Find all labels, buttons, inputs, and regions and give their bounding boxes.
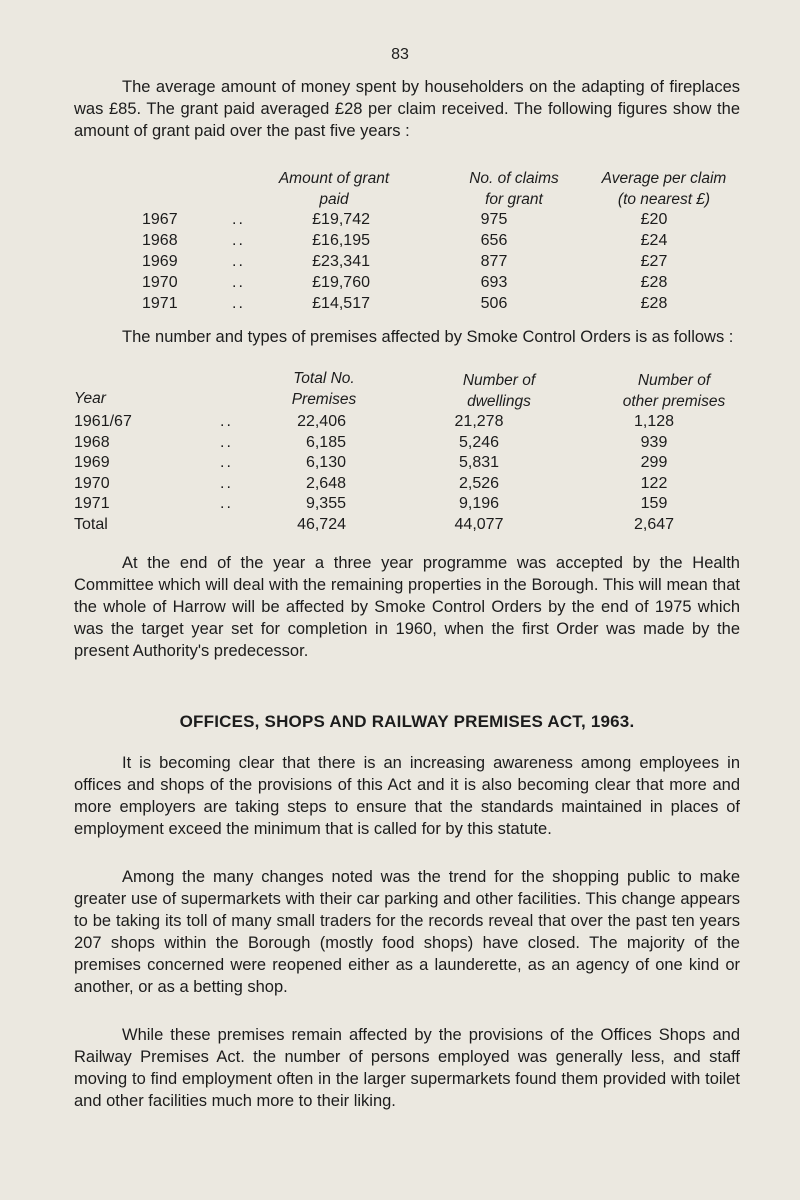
premises-other-header bbox=[589, 370, 759, 412]
grant-amount-cell: £19,760 bbox=[312, 274, 370, 291]
premises-dwellings-cell: 9,196 bbox=[458, 495, 500, 512]
premises-total-cell: 22,406 bbox=[297, 413, 346, 430]
grant-average-cell: £24 bbox=[640, 232, 668, 249]
section-heading: OFFICES, SHOPS AND RAILWAY PREMISES ACT, 1963. bbox=[179, 712, 635, 731]
leader-dots: .. bbox=[232, 253, 245, 270]
grant-year-cell: 1967 bbox=[142, 211, 178, 228]
premises-dwellings-cell: 2,526 bbox=[458, 474, 500, 492]
header-line: Number of bbox=[462, 372, 536, 389]
premises-other-cell: 122 bbox=[640, 474, 668, 492]
leader-dots: .. bbox=[232, 295, 245, 312]
premises-total-cell: 6,185 bbox=[305, 433, 346, 451]
leader-dots: .. bbox=[220, 413, 233, 430]
grant-amount-cell: £19,742 bbox=[312, 211, 370, 228]
premises-other-cell: 2,647 bbox=[633, 515, 675, 533]
header-line: paid bbox=[319, 191, 349, 208]
grant-year-cell: 1969 bbox=[142, 253, 178, 270]
header-line: (to nearest £) bbox=[617, 191, 711, 208]
paragraph-awareness: It is becoming clear that there is an increasing awareness among employees in offices and shops of the provisions of this Act and it is also becoming clear that more and more employers are taking steps to ensure that the standards maintained in places of employment exceed the minimum that is called for by this statute. bbox=[74, 754, 740, 838]
premises-other-cell: 159 bbox=[640, 495, 668, 512]
leader-dots: .. bbox=[220, 495, 233, 512]
premises-total-header bbox=[254, 368, 394, 410]
grant-year-cell: 1971 bbox=[142, 295, 178, 312]
grant-year-cell: 1970 bbox=[142, 274, 178, 291]
premises-year-cell: 1969 bbox=[74, 454, 110, 471]
premises-dwellings-cell: 21,278 bbox=[454, 413, 504, 430]
premises-total-cell: 46,724 bbox=[297, 515, 346, 533]
header-line: Number of bbox=[637, 372, 711, 389]
grant-average-header bbox=[569, 168, 759, 210]
paragraph-supermarkets: Among the many changes noted was the trend for the shopping public to make greater use of supermarkets with their car parking and other facilities. This change appears to be taking its toll of many small traders for the records reveal that over the past ten years 207 shops within the Borough (mostly food shops) have closed. The majority of the premises concerned were reopened either as a launderette, as an agency of one kind or another, or as a betting shop. bbox=[74, 868, 740, 996]
grant-year-cell: 1968 bbox=[142, 232, 178, 249]
paragraph-premises-affected: While these premises remain affected by the provisions of the Offices Shops and Railway Premises Act. the number of persons employed was generally less, and staff moving to find employment often in the larger supermarkets found them provided with toilet and other facilities much more to their liking. bbox=[74, 1026, 740, 1110]
grant-claims-cell: 656 bbox=[480, 232, 508, 249]
premises-dwellings-cell: 5,246 bbox=[458, 433, 500, 451]
grant-amount-cell: £23,341 bbox=[312, 253, 370, 270]
header-line: dwellings bbox=[467, 393, 531, 410]
header-line: Average per claim bbox=[601, 170, 727, 187]
grant-amount-cell: £16,195 bbox=[312, 232, 370, 249]
leader-dots: .. bbox=[220, 433, 233, 451]
premises-year-cell: 1970 bbox=[74, 474, 110, 492]
premises-year-header: Year bbox=[74, 390, 106, 407]
premises-other-cell: 299 bbox=[640, 454, 668, 471]
header-line: Premises bbox=[291, 391, 357, 408]
leader-dots: .. bbox=[232, 232, 245, 249]
grant-claims-cell: 975 bbox=[480, 211, 508, 228]
premises-dwellings-cell: 5,831 bbox=[458, 454, 500, 471]
header-line: other premises bbox=[622, 393, 726, 410]
header-line: Total No. bbox=[293, 370, 355, 387]
page-number: 83 bbox=[391, 46, 409, 63]
grant-average-cell: £28 bbox=[640, 295, 668, 312]
leader-dots: .. bbox=[232, 211, 245, 228]
premises-year-cell: 1968 bbox=[74, 433, 110, 451]
premises-year-cell: 1961/67 bbox=[74, 413, 132, 430]
premises-total-cell: 6,130 bbox=[305, 454, 346, 471]
premises-other-cell: 939 bbox=[640, 433, 668, 451]
leader-dots: .. bbox=[232, 274, 245, 291]
paragraph-grant-intro: The average amount of money spent by householders on the adapting of fireplaces was £85. The grant paid averaged £28 per claim received. The following figures show the amount of grant paid over the past five years : bbox=[74, 78, 740, 140]
premises-dwellings-cell: 44,077 bbox=[454, 515, 504, 533]
grant-amount-header bbox=[244, 168, 424, 210]
paragraph-premises-intro: The number and types of premises affected by Smoke Control Orders is as follows : bbox=[122, 328, 734, 346]
paragraph-programme: At the end of the year a three year programme was accepted by the Health Committee which will deal with the remaining properties in the Borough. This will mean that the whole of Harrow will be affected by Smoke Control Orders by the end of 1975 which was the target year set for completion in 1960, when the first Order was made by the present Authority's predecessor. bbox=[74, 554, 740, 660]
premises-year-cell: 1971 bbox=[74, 495, 110, 512]
grant-average-cell: £20 bbox=[640, 211, 668, 228]
grant-average-cell: £27 bbox=[640, 253, 668, 270]
header-line: for grant bbox=[485, 191, 543, 208]
grant-claims-cell: 877 bbox=[480, 253, 508, 270]
grant-claims-cell: 693 bbox=[480, 274, 508, 291]
grant-average-cell: £28 bbox=[640, 274, 668, 291]
premises-year-cell: Total bbox=[74, 515, 108, 533]
premises-total-cell: 9,355 bbox=[305, 495, 346, 512]
grant-amount-cell: £14,517 bbox=[312, 295, 370, 312]
leader-dots: .. bbox=[220, 474, 233, 492]
header-line: No. of claims bbox=[469, 170, 559, 187]
grant-claims-cell: 506 bbox=[480, 295, 508, 312]
premises-dwellings-header bbox=[424, 370, 574, 412]
premises-total-cell: 2,648 bbox=[305, 474, 346, 492]
premises-other-cell: 1,128 bbox=[633, 413, 675, 430]
header-line: Amount of grant bbox=[278, 170, 390, 187]
leader-dots: .. bbox=[220, 454, 233, 471]
